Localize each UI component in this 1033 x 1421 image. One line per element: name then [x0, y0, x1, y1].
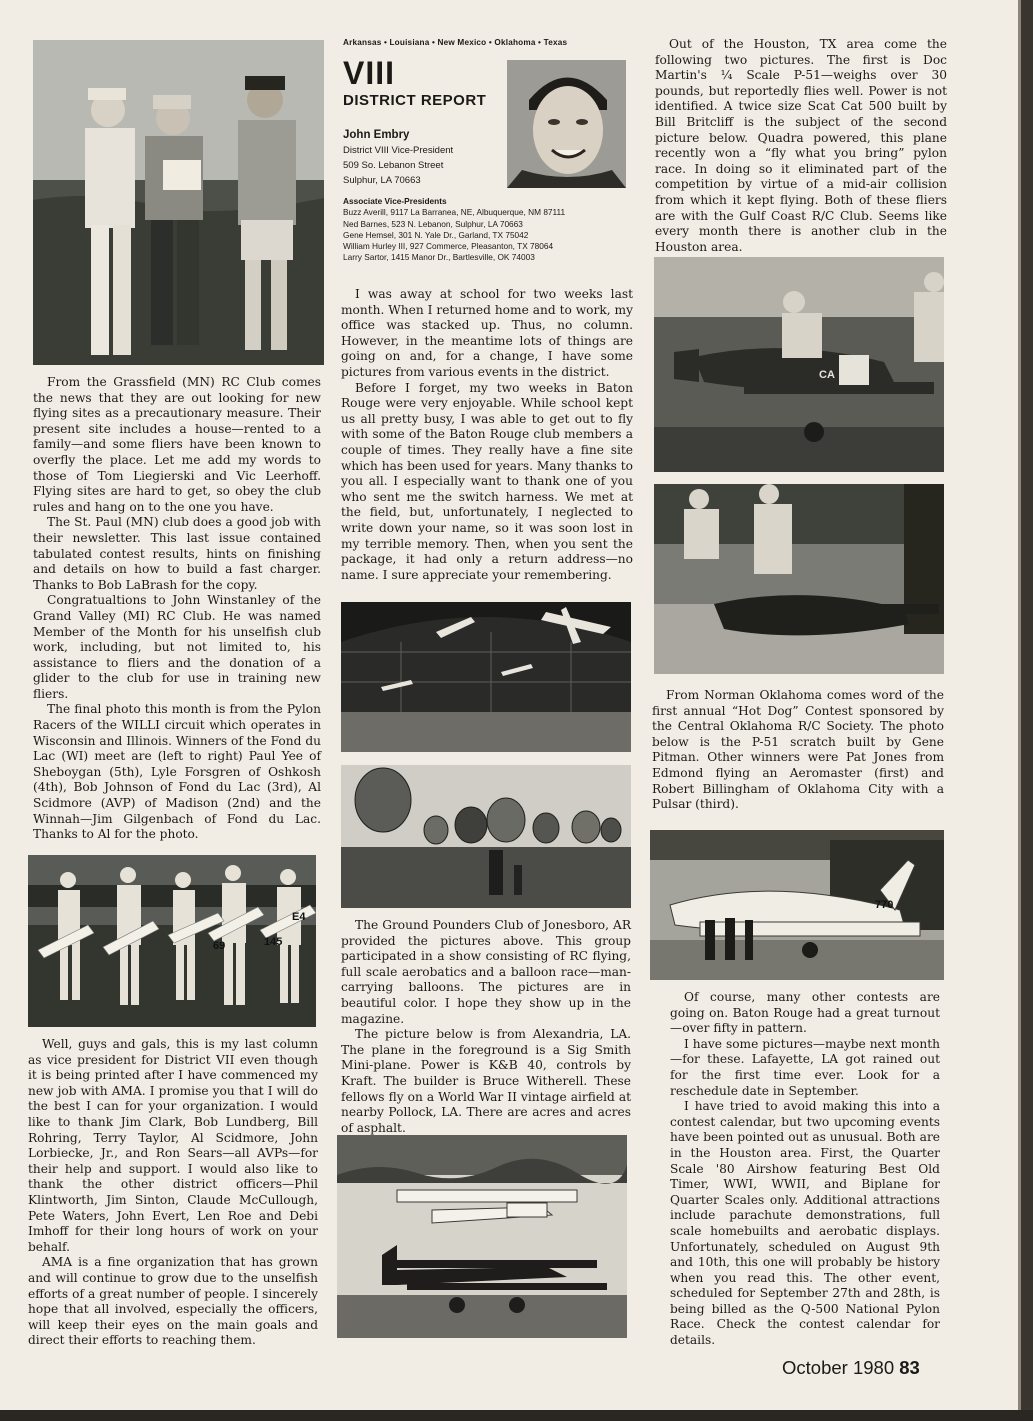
para-ama: AMA is a fine organization that has grown and will continue to grow due to the unselfish efforts of a great number of people. I sincerely hope that all involved, especially the officers, will keep their eyes on the main goals and direct their efforts to reaching them.: [28, 1255, 318, 1348]
para-farewell: Well, guys and gals, this is my last column as vice president for District VII even though it is being printed after I have commenced my new job with AMA. I promise you that I will do the best I can for your organization. I would like to thank Jim Clark, Bob Lundberg, Bill Rohring, Terry Taylor, Al Scidmore, John Lorbiecke, Jr., and Ron Sears—all AVPs—for their help and support. I would also like to thank the other district officers—Phil Klintworth, Jim Sinton, Claude McCullough, Pete Waters, John Evert, Len Roe and Debi Imhoff for their long hours of work on your behalf.: [28, 1037, 318, 1254]
right-column-text-2: [652, 688, 944, 813]
photo-vp-portrait: [507, 60, 626, 188]
photo-quarter-scale-p51: [654, 257, 944, 472]
para-pictures: I have some pictures—maybe next month—for these. Lafayette, LA got rained out for the first time ever. Look for a reschedule date in September.: [670, 1036, 940, 1098]
associate-3: Gene Hemsel, 301 N. Yale Dr., Garland, TX 75042: [343, 229, 529, 240]
photo-p51-scratch: [650, 830, 944, 980]
district-number: VIII: [343, 55, 396, 91]
page-footer: [782, 1357, 920, 1379]
photo-scat-cat-svg: [654, 484, 944, 674]
left-column-text-2: [28, 1037, 318, 1349]
associate-5: Larry Sartor, 1415 Manor Dr., Bartlesville, OK 74003: [343, 252, 535, 263]
associate-2: Ned Barnes, 523 N. Lebanon, Sulphur, LA 70663: [343, 218, 523, 229]
photo-grassfield-members: [33, 40, 324, 365]
photo-hangar-svg: [341, 602, 631, 752]
para-st-paul: The St. Paul (MN) club does a good job with their newsletter. This last issue contained tabulated contest results, hints on finishing and details on how to build a fast charger. Thanks to Bob LaBrash for the copy.: [33, 515, 321, 592]
marking-ca: CA: [819, 369, 835, 381]
photo-mini-plane: [337, 1135, 627, 1338]
para-grassfield: From the Grassfield (MN) RC Club comes the news that they are out looking for new flying sites as a precautionary measure. Their present site includes a house—rented to a family—and some fliers have been known to overfly the place. Let me add my words to those of Tom Liegierski and Vic Leerhoff. Flying sites are hard to get, so obey the club rules and hang on to the one you have.: [33, 375, 321, 514]
para-contests: Of course, many other contests are going on. Baton Rouge had a great turnout—over fifty in pattern.: [670, 990, 940, 1036]
para-winstanley: Congratualtions to John Winstanley of the Grand Valley (MI) RC Club. He was named Member of the Month for his unselfish club work, including, but not limited to, his assistance to fliers and the donation of a glider to the club for use in training new fliers.: [33, 593, 321, 701]
photo-pylon-svg: [28, 855, 316, 1027]
photo-balloons-svg: [341, 765, 631, 908]
page-edge-bottom: [0, 1410, 1033, 1421]
footer-month-year: October 1980: [782, 1357, 895, 1378]
associate-heading: Associate Vice-Presidents: [343, 196, 447, 206]
vice-president-info: [343, 128, 503, 188]
marking-770: 770: [875, 899, 894, 911]
para-pylon-racers: The final photo this month is from the Pylon Racers of the WILLI circuit which operates in Wisconsin and Illinois. Winners of the Fond du Lac (WI) meet are (left to right) Paul Yee of Sheboygan (5th), Lyle Forsgren of Oshkosh (4th), Bob Johnson of Fond du Lac (3rd), Al Scidmore (AVP) of Madison (2nd) and the Winnah—Jim Gilgenbach of Fond du Lac. Thanks to Al for the photo.: [33, 702, 321, 842]
marking-145: 145: [264, 936, 283, 948]
para-baton-rouge: Before I forget, my two weeks in Baton Rouge were very enjoyable. While school kept us all pretty busy, I was able to get out to fly with some of the Baton Rouge club members a couple of times. They really have a fine site which has been used for years. Many thanks to you all. I especially want to thank one of you who sent me the switch harness. We met at the field, but, unfortunately, I neglected to write down your name, so it was soon lost in my terrible memory. Then, when you sent the package, it had only a return address—no name. I sure appreciate your remembering.: [341, 380, 633, 582]
marking-69: 69: [213, 940, 226, 952]
middle-column-text-2: [341, 918, 631, 1136]
district-title: DISTRICT REPORT: [343, 92, 487, 109]
vp-city: Sulphur, LA 70663: [343, 175, 421, 186]
footer-page-number: 83: [899, 1357, 920, 1378]
left-column-text-1: [33, 375, 321, 843]
para-calendar: I have tried to avoid making this into a contest calendar, but two upcoming events have been pointed out as unusual. Both are in the Houston area. First, the Quarter Scale '80 Airshow featuring Best Old Timer, WWI, WWII, and Biplane for Quarter Scales only. Additional attractions include parachute demonstrations, full scale homebuilts and aerobatic displays. Unfortunately, scheduled on August 9th and 10th, this one will probably be history when you read this. The other event, scheduled for September 27th and 28th, is being billed as the Q-500 National Pylon Race. Check the contest calendar for details.: [670, 1099, 940, 1348]
associate-4: William Hurley III, 927 Commerce, Pleasanton, TX 78064: [343, 241, 554, 252]
photo-balloons: [341, 765, 631, 908]
middle-column-text-1: [341, 287, 633, 583]
portrait-svg: [507, 60, 626, 188]
photo-pylon-winners: [28, 855, 316, 1027]
vp-title: District VIII Vice-President: [343, 145, 454, 156]
photo-grassfield-svg: [33, 40, 324, 365]
photo-hangar: [341, 602, 631, 752]
photo-p51-scratch-svg: [650, 830, 944, 980]
para-norman-oklahoma: From Norman Oklahoma comes word of the first annual “Hot Dog” Contest sponsored by the Central Oklahoma R/C Society. The photo below is the P-51 scratch built by Gene Pitman. Other winners were Pat Jones from Edmond flying an Aeromaster (first) and Robert Billingham of Oklahoma City with a Pulsar (third).: [652, 688, 944, 812]
marking-e4: E4: [292, 911, 306, 923]
right-column-text-3: [670, 990, 940, 1349]
page-edge-right: [1021, 0, 1033, 1421]
associate-vps: [343, 196, 640, 264]
para-houston: Out of the Houston, TX area come the following two pictures. The first is Doc Martin's ¼ Scale P-51—weighs over 30 pounds, but reportedly flies well. Power is not identified. A twice size Scat Cat 500 built by Bill Britcliff is the subject of the second picture below. Quadra powered, this plane recently won a “fly what you bring” pylon race. In doing so it eliminated part of the competition by virtue of a mid-air collision from which it kept flying. Both of these fliers are with the Gulf Coast R/C Club. Seems like every month there is another club in the Houston area.: [655, 37, 947, 254]
photo-p51-svg: [654, 257, 944, 472]
associate-1: Buzz Averill, 9117 La Barranea, NE, Albuquerque, NM 87111: [343, 207, 566, 218]
vp-street: 509 So. Lebanon Street: [343, 160, 444, 171]
para-alexandria: The picture below is from Alexandria, LA. The plane in the foreground is a Sig Smith Mini-plane. Power is K&B 40, controls by Kraft. The builder is Bruce Witherell. These fellows fly on a World War II vintage airfield at nearby Pollock, LA. There are acres and acres of asphalt.: [341, 1027, 631, 1135]
para-ground-pounders: The Ground Pounders Club of Jonesboro, AR provided the pictures above. This group participated in a show consisting of RC flying, full scale aerobatics and a balloon race—man-carrying balloons. The pictures are in beautiful color. I hope they show up in the magazine.: [341, 918, 631, 1026]
district-states: Arkansas • Louisiana • New Mexico • Oklahoma • Texas: [343, 38, 568, 47]
photo-scat-cat: [654, 484, 944, 674]
para-away-at-school: I was away at school for two weeks last month. When I returned home and to work, my office was stacked up. Thus, no column. However, in the meantime lots of things are going on and, for a change, I have some pictures from various events in the district.: [341, 287, 633, 379]
photo-mini-plane-svg: [337, 1135, 627, 1338]
vp-name: John Embry: [343, 129, 410, 141]
right-column-text-1: [655, 37, 947, 255]
